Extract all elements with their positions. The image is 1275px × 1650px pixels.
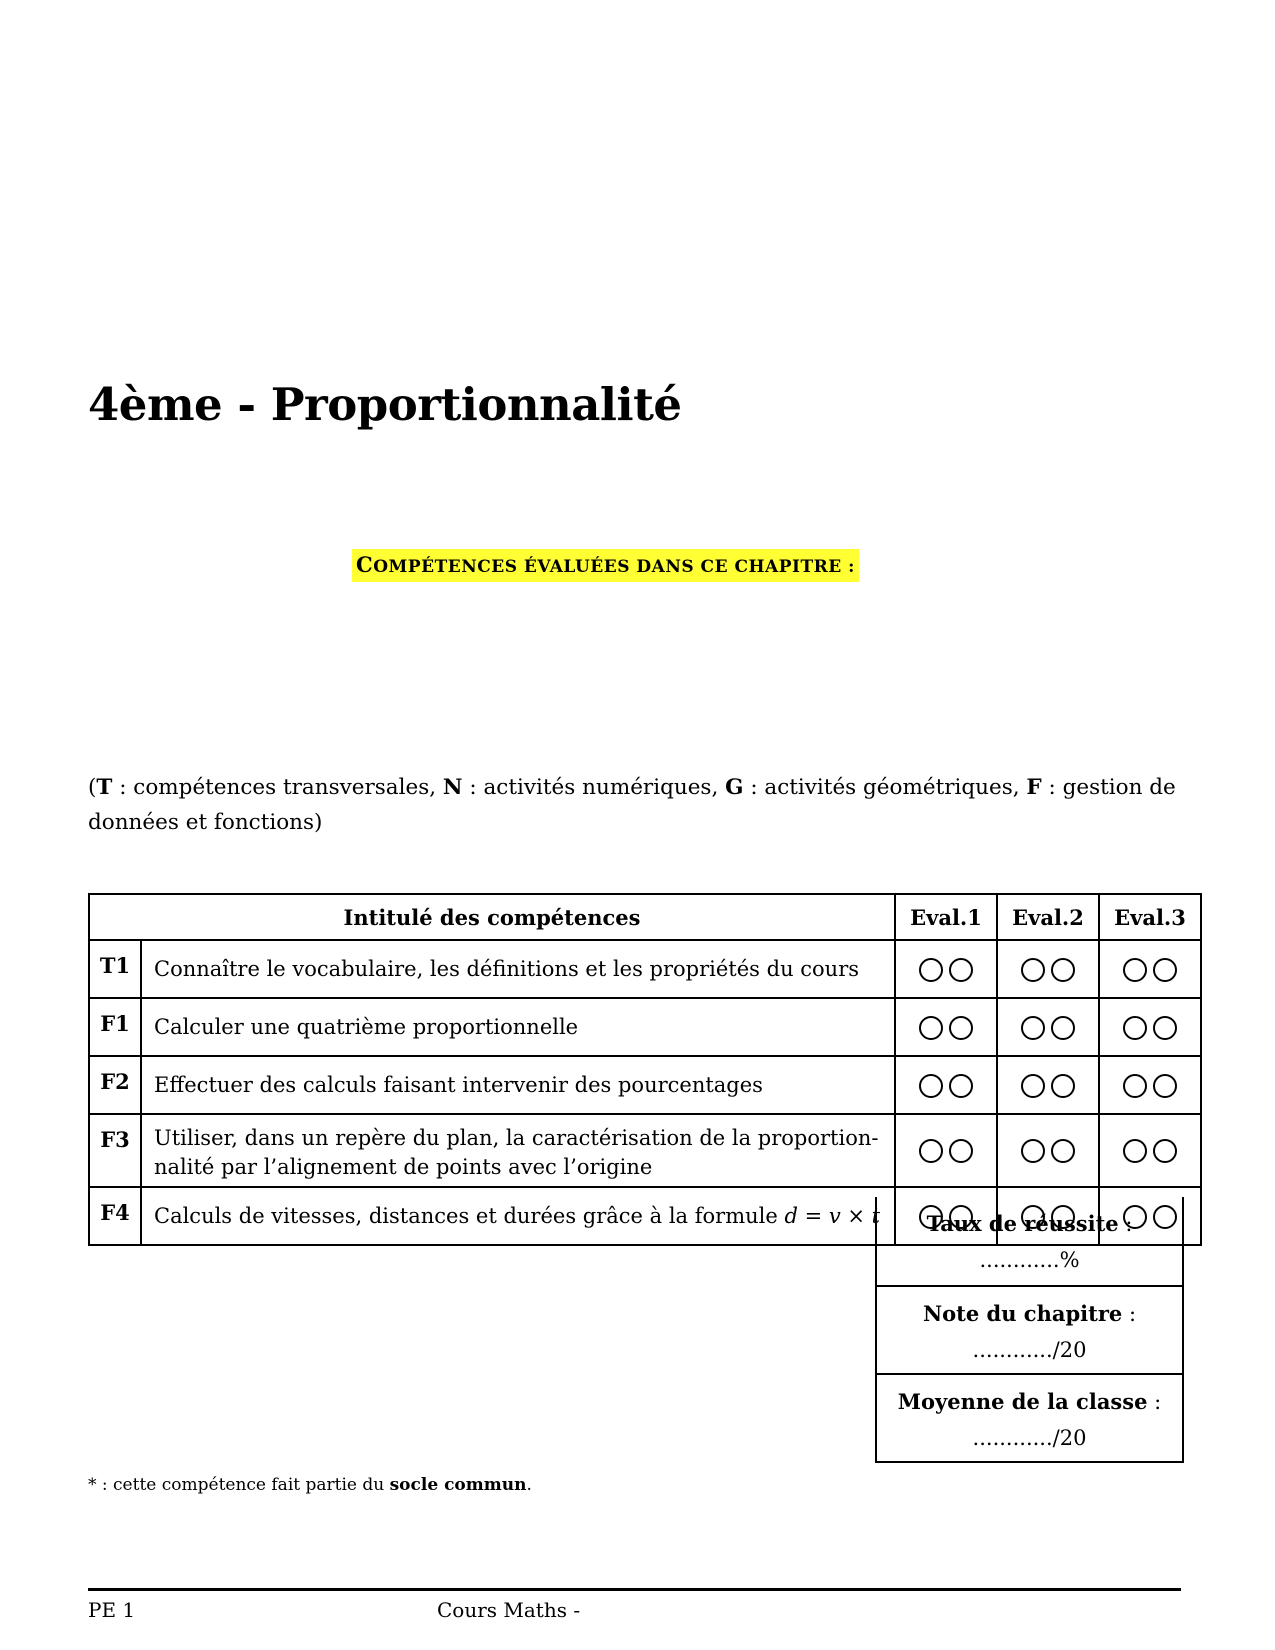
legend-key-t: T xyxy=(96,775,113,800)
row-code: F2 xyxy=(89,1056,141,1114)
legend-key-f: F xyxy=(1026,775,1042,800)
eval3-cell xyxy=(1099,1056,1201,1114)
row-code: F1 xyxy=(89,998,141,1056)
table-header-row xyxy=(89,894,1201,940)
class-average-value[interactable]: ............/20 xyxy=(972,1426,1087,1450)
circle-checkbox[interactable] xyxy=(919,1074,943,1098)
class-average-colon: : xyxy=(1147,1390,1162,1414)
row-label-line1: Utiliser, dans un repère du plan, la caractérisation de la proportion- xyxy=(154,1126,879,1150)
header-eval1: Eval.1 xyxy=(895,894,997,940)
circle-checkbox[interactable] xyxy=(1153,1016,1177,1040)
footnote-bold: socle commun xyxy=(389,1475,527,1495)
header-eval3: Eval.3 xyxy=(1099,894,1201,940)
eval2-cell xyxy=(997,1114,1099,1187)
competence-table xyxy=(88,893,1202,1246)
circle-checkbox[interactable] xyxy=(1051,1074,1075,1098)
legend-text-g: : activités géométriques, xyxy=(743,775,1027,800)
footer-rule xyxy=(88,1588,1181,1591)
eval1-cell xyxy=(895,998,997,1056)
legend-paren: ( xyxy=(88,775,97,800)
row-label: Effectuer des calculs faisant intervenir des pourcentages xyxy=(141,1056,895,1114)
row-label-line2: nalité par l’alignement de points avec l’origine xyxy=(154,1155,653,1179)
circle-checkbox[interactable] xyxy=(949,1074,973,1098)
circle-checkbox[interactable] xyxy=(1123,958,1147,982)
row-label xyxy=(141,1187,895,1245)
success-rate-colon: : xyxy=(1118,1212,1133,1236)
circle-checkbox[interactable] xyxy=(1153,1139,1177,1163)
row-label xyxy=(141,1114,895,1187)
eval3-cell xyxy=(1099,1114,1201,1187)
eval3-cell xyxy=(1099,940,1201,998)
chapter-grade-label: Note du chapitre xyxy=(922,1301,1123,1326)
footnote-prefix: * : cette compétence fait partie du xyxy=(88,1475,390,1495)
section-title xyxy=(352,549,859,582)
row-code: F3 xyxy=(89,1114,141,1187)
chapter-grade-cell xyxy=(877,1285,1182,1373)
header-label: Intitulé des compétences xyxy=(89,894,895,940)
circle-checkbox[interactable] xyxy=(1021,1074,1045,1098)
circle-checkbox[interactable] xyxy=(1153,958,1177,982)
circle-checkbox[interactable] xyxy=(1021,1139,1045,1163)
circle-checkbox[interactable] xyxy=(1153,1074,1177,1098)
table-row xyxy=(89,1056,1201,1114)
row-label: Connaître le vocabulaire, les définitions et les propriétés du cours xyxy=(141,940,895,998)
footnote xyxy=(88,1475,532,1495)
success-rate-cell xyxy=(877,1197,1182,1285)
table-row xyxy=(89,940,1201,998)
eval3-cell xyxy=(1099,998,1201,1056)
circle-checkbox[interactable] xyxy=(919,958,943,982)
circle-checkbox[interactable] xyxy=(1051,958,1075,982)
circle-checkbox[interactable] xyxy=(1051,1016,1075,1040)
circle-checkbox[interactable] xyxy=(949,958,973,982)
chapter-grade-value[interactable]: ............/20 xyxy=(972,1338,1087,1362)
table-row xyxy=(89,998,1201,1056)
circle-checkbox[interactable] xyxy=(1021,1016,1045,1040)
legend-key-n: N xyxy=(442,775,463,800)
eval1-cell xyxy=(895,940,997,998)
summary-box xyxy=(875,1197,1184,1463)
legend-text-f: : gestion de données et fonctions) xyxy=(88,775,1176,835)
eval2-cell xyxy=(997,1056,1099,1114)
circle-checkbox[interactable] xyxy=(1021,958,1045,982)
circle-checkbox[interactable] xyxy=(1123,1139,1147,1163)
chapter-grade-colon: : xyxy=(1122,1302,1137,1326)
header-eval2: Eval.2 xyxy=(997,894,1099,940)
legend-text-t: : compétences transversales, xyxy=(112,775,443,800)
row-label: Calculer une quatrième proportionnelle xyxy=(141,998,895,1056)
circle-checkbox[interactable] xyxy=(949,1139,973,1163)
page-title: 4ème - Proportionnalité xyxy=(88,378,682,431)
section-title-initial: C xyxy=(356,552,374,577)
row-code: F4 xyxy=(89,1187,141,1245)
legend-key-g: G xyxy=(725,775,744,800)
circle-checkbox[interactable] xyxy=(1123,1016,1147,1040)
footer-center: Cours Maths - xyxy=(437,1598,581,1622)
legend xyxy=(88,770,1188,840)
footer-left: PE 1 xyxy=(88,1598,136,1622)
class-average-label: Moyenne de la classe xyxy=(897,1389,1148,1414)
footnote-suffix: . xyxy=(526,1475,532,1495)
circle-checkbox[interactable] xyxy=(919,1016,943,1040)
section-title-rest: OMPÉTENCES ÉVALUÉES DANS CE CHAPITRE : xyxy=(373,557,855,577)
eval1-cell xyxy=(895,1114,997,1187)
success-rate-label: Taux de réussite xyxy=(926,1211,1119,1236)
circle-checkbox[interactable] xyxy=(1051,1139,1075,1163)
circle-checkbox[interactable] xyxy=(1123,1074,1147,1098)
row-formula: d = v × t xyxy=(784,1203,881,1228)
legend-text-n: : activités numériques, xyxy=(462,775,726,800)
circle-checkbox[interactable] xyxy=(919,1139,943,1163)
table-row xyxy=(89,1114,1201,1187)
eval2-cell xyxy=(997,998,1099,1056)
circle-checkbox[interactable] xyxy=(949,1016,973,1040)
class-average-cell xyxy=(877,1373,1182,1461)
row-label-text: Calculs de vitesses, distances et durées grâce à la formule xyxy=(154,1203,785,1228)
success-rate-value[interactable]: ............% xyxy=(979,1248,1080,1272)
eval1-cell xyxy=(895,1056,997,1114)
eval2-cell xyxy=(997,940,1099,998)
row-code: T1 xyxy=(89,940,141,998)
